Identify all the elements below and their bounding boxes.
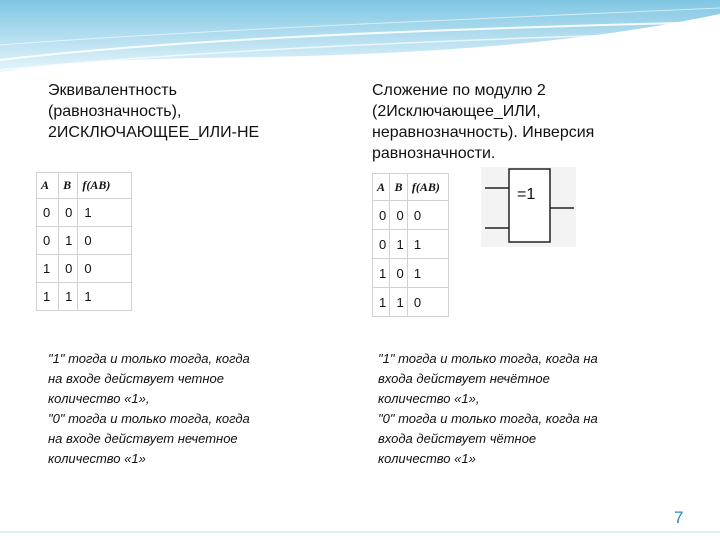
table-header-row <box>373 174 449 201</box>
table-cell: 1 <box>78 283 132 311</box>
table-row <box>373 201 449 230</box>
truth-table-equivalence <box>36 172 132 311</box>
description-line: "1" тогда и только тогда, когда на <box>378 351 598 366</box>
table-cell: 1 <box>373 259 390 288</box>
description-line: на входе действует нечетное <box>48 431 238 446</box>
footer-line-decoration <box>0 528 720 540</box>
table-cell: 0 <box>78 255 132 283</box>
description-line: количество «1», <box>378 391 480 406</box>
table-cell: 1 <box>59 283 78 311</box>
table-cell: 1 <box>37 283 59 311</box>
table-cell: 1 <box>59 227 78 255</box>
description-line: входа действует чётное <box>378 431 537 446</box>
description-line: "1" тогда и только тогда, когда <box>48 351 250 366</box>
table-row <box>373 288 449 317</box>
left-description <box>48 349 250 469</box>
table-cell: 0 <box>59 255 78 283</box>
table-cell: 1 <box>407 230 448 259</box>
page-number: 7 <box>674 508 684 527</box>
table-row <box>373 230 449 259</box>
table-cell: 0 <box>37 199 59 227</box>
description-line: входа действует нечётное <box>378 371 550 386</box>
table-cell: 0 <box>373 201 390 230</box>
right-title: Сложение по модулю 2 (2Исключающее_ИЛИ, неравнозначность). Инверсия равнозначности. <box>372 82 595 162</box>
truth-table-xor <box>372 173 449 317</box>
table-cell: 1 <box>407 259 448 288</box>
description-line: "0" тогда и только тогда, когда <box>48 411 250 426</box>
header-cell: B <box>390 174 407 201</box>
table-cell: 0 <box>373 230 390 259</box>
table-cell: 1 <box>78 199 132 227</box>
table-row <box>37 199 132 227</box>
description-line: количество «1» <box>48 451 146 466</box>
table-cell: 0 <box>59 199 78 227</box>
description-line: количество «1» <box>378 451 476 466</box>
description-line: "0" тогда и только тогда, когда на <box>378 411 598 426</box>
table-cell: 1 <box>373 288 390 317</box>
header-wave-decoration <box>0 0 720 80</box>
table-cell: 0 <box>407 288 448 317</box>
table-cell: 0 <box>37 227 59 255</box>
table-row <box>373 259 449 288</box>
header-cell: f(AB) <box>407 174 448 201</box>
table-cell: 0 <box>390 201 407 230</box>
table-row <box>37 255 132 283</box>
table-cell: 0 <box>390 259 407 288</box>
table-cell: 1 <box>390 230 407 259</box>
table-header-row <box>37 173 132 199</box>
description-line: на входе действует четное <box>48 371 225 386</box>
table-cell: 0 <box>78 227 132 255</box>
table-cell: 1 <box>390 288 407 317</box>
gate-label: =1 <box>517 186 536 203</box>
header-cell: f(AB) <box>78 173 132 199</box>
table-row <box>37 283 132 311</box>
right-description <box>378 349 598 469</box>
header-cell: A <box>37 173 59 199</box>
header-cell: A <box>373 174 390 201</box>
table-cell: 0 <box>407 201 448 230</box>
table-row <box>37 227 132 255</box>
table-cell: 1 <box>37 255 59 283</box>
header-cell: B <box>59 173 78 199</box>
left-title: Эквивалентность (равнозначность), 2ИСКЛЮЧАЮЩЕЕ_ИЛИ-НЕ <box>48 82 260 141</box>
description-line: количество «1», <box>48 391 150 406</box>
xor-gate-symbol <box>481 167 576 247</box>
